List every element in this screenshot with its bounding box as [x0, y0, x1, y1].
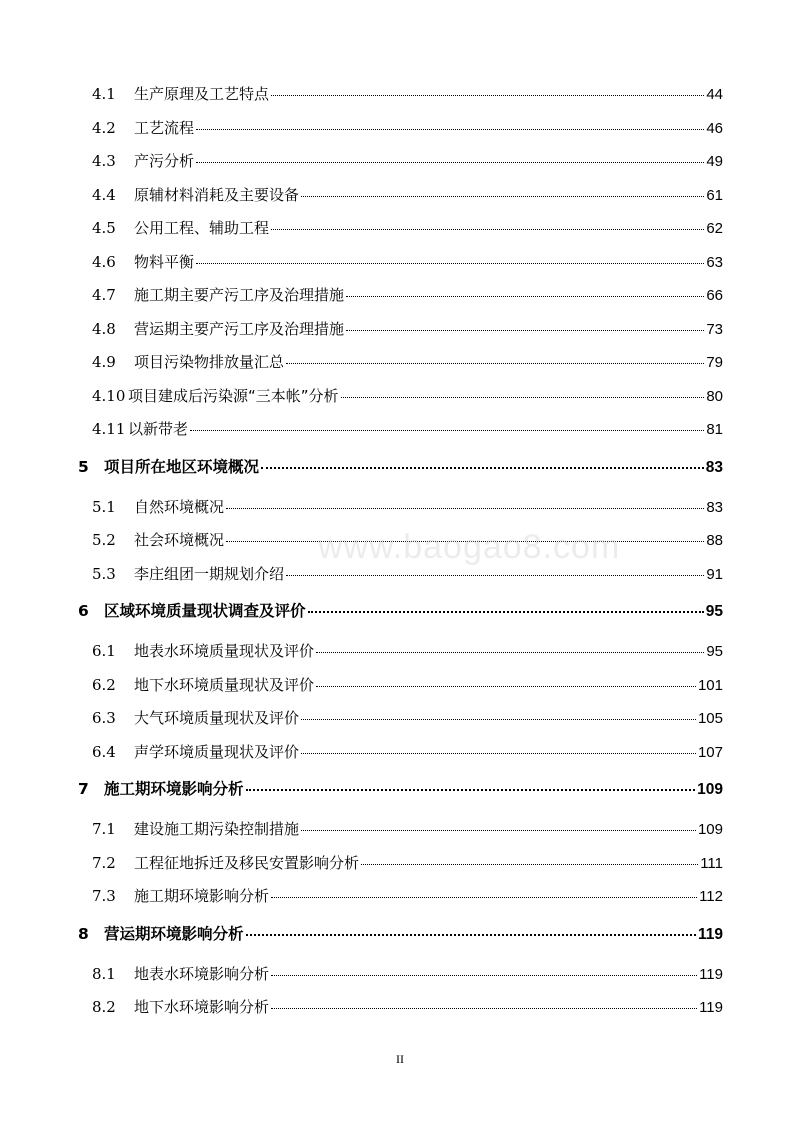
toc-section-entry[interactable]: [78, 742, 723, 776]
toc-entry-title: 地表水环境质量现状及评价: [134, 642, 315, 660]
toc-entry-page: 88: [706, 532, 723, 549]
toc-entry-number: 4.9: [92, 353, 116, 371]
toc-entry-title: 地下水环境质量现状及评价: [134, 675, 315, 694]
toc-entry-page: 83: [705, 458, 723, 476]
toc-dot-leader: [196, 129, 704, 130]
toc-section-entry[interactable]: [78, 252, 723, 286]
toc-section-entry[interactable]: [78, 819, 723, 853]
toc-dot-leader: [341, 397, 705, 398]
toc-entry-number: 7.2: [92, 853, 116, 872]
toc-section-entry[interactable]: [78, 497, 723, 531]
toc-section-entry[interactable]: [78, 386, 723, 420]
toc-entry-title: 地表水环境影响分析: [134, 964, 270, 983]
toc-dot-leader: [286, 575, 704, 576]
toc-entry-number: 6: [78, 602, 89, 620]
toc-entry-page: 109: [697, 781, 723, 798]
toc-entry-number: 8: [78, 924, 89, 943]
toc-dot-leader: [286, 363, 704, 364]
toc-dot-leader: [301, 753, 696, 754]
toc-entry-number: 4.11: [92, 420, 126, 438]
toc-entry-title: 以新带老: [128, 420, 189, 438]
toc-section-entry[interactable]: [78, 675, 723, 709]
toc-section-entry[interactable]: [78, 419, 723, 453]
toc-chapter-entry[interactable]: [78, 601, 723, 641]
toc-entry-page: 111: [700, 854, 723, 872]
toc-entry-title: 地下水环境影响分析: [134, 998, 270, 1016]
toc-entry-number: 4.4: [92, 185, 116, 204]
toc-dot-leader: [316, 652, 704, 653]
toc-section-entry[interactable]: [78, 641, 723, 675]
toc-entry-page: 95: [705, 603, 723, 620]
toc-entry-page: 91: [706, 565, 723, 583]
toc-entry-page: 63: [706, 253, 723, 271]
toc-dot-leader: [271, 975, 697, 976]
toc-entry-number: 4.7: [92, 286, 116, 304]
toc-section-entry[interactable]: [78, 151, 723, 185]
toc-entry-number: 4.2: [92, 118, 116, 137]
toc-entry-title: 建设施工期污染控制措施: [134, 820, 300, 838]
toc-entry-number: 5.3: [92, 564, 116, 583]
toc-section-entry[interactable]: [78, 118, 723, 152]
toc-entry-number: 5.2: [92, 531, 116, 549]
toc-dot-leader: [346, 330, 704, 331]
toc-entry-title: 区域环境质量现状调查及评价: [104, 602, 306, 620]
toc-entry-number: 7: [78, 780, 89, 798]
toc-entry-page: 112: [699, 888, 723, 905]
toc-dot-leader: [301, 719, 696, 720]
toc-entry-title: 公用工程、辅助工程: [134, 219, 270, 237]
toc-entry-number: 6.4: [92, 742, 116, 761]
toc-entry-title: 声学环境质量现状及评价: [134, 742, 300, 761]
toc-entry-page: 119: [699, 999, 723, 1016]
toc-dot-leader: [196, 263, 704, 264]
toc-entry-number: 4.10: [92, 386, 126, 405]
toc-entry-title: 生产原理及工艺特点: [134, 85, 270, 103]
toc-entry-page: 95: [706, 643, 723, 660]
toc-dot-leader: [246, 789, 696, 791]
toc-section-entry[interactable]: [78, 997, 723, 1031]
toc-entry-title: 物料平衡: [134, 252, 195, 271]
toc-entry-number: 4.5: [92, 219, 116, 237]
toc-entry-number: 5: [78, 457, 89, 476]
toc-dot-leader: [196, 162, 704, 163]
toc-dot-leader: [361, 864, 698, 865]
toc-entry-page: 109: [697, 821, 723, 838]
toc-dot-leader: [246, 934, 696, 936]
toc-entry-number: 6.2: [92, 675, 116, 694]
toc-entry-title: 项目建成后污染源“三本帐”分析: [128, 386, 339, 405]
toc-entry-title: 工程征地拆迁及移民安置影响分析: [134, 853, 360, 872]
toc-entry-number: 4.1: [92, 85, 116, 103]
toc-entry-title: 自然环境概况: [134, 497, 225, 516]
toc-entry-title: 社会环境概况: [134, 531, 225, 549]
toc-entry-title: 项目所在地区环境概况: [104, 457, 260, 476]
toc-entry-title: 产污分析: [134, 152, 195, 170]
toc-dot-leader: [308, 611, 704, 613]
toc-entry-page: 119: [699, 965, 723, 983]
toc-entry-page: 101: [697, 676, 723, 694]
toc-entry-number: 4.8: [92, 319, 116, 338]
toc-entry-page: 107: [697, 743, 723, 761]
toc-entry-number: 8.1: [92, 964, 116, 983]
toc-dot-leader: [261, 467, 704, 469]
toc-section-entry[interactable]: [78, 285, 723, 319]
toc-entry-page: 80: [706, 387, 723, 405]
toc-entry-number: 6.1: [92, 642, 116, 660]
toc-dot-leader: [190, 430, 704, 431]
toc-entry-title: 施工期环境影响分析: [134, 887, 270, 905]
toc-dot-leader: [271, 1008, 697, 1009]
toc-section-entry[interactable]: [78, 886, 723, 920]
toc-entry-page: 44: [706, 86, 723, 103]
toc-entry-title: 营运期环境影响分析: [104, 924, 244, 943]
toc-entry-page: 83: [706, 498, 723, 516]
toc-entry-page: 66: [706, 287, 723, 304]
toc-section-entry[interactable]: [78, 964, 723, 998]
toc-entry-page: 119: [697, 925, 723, 943]
toc-dot-leader: [271, 897, 697, 898]
toc-entry-number: 6.3: [92, 709, 116, 727]
toc-section-entry[interactable]: [78, 185, 723, 219]
toc-dot-leader: [271, 229, 704, 230]
toc-section-entry[interactable]: [78, 853, 723, 887]
toc-entry-number: 5.1: [92, 497, 116, 516]
toc-entry-title: 施工期环境影响分析: [104, 780, 244, 798]
toc-entry-number: 7.3: [92, 887, 116, 905]
toc-section-entry[interactable]: [78, 218, 723, 252]
toc-entry-number: 7.1: [92, 820, 116, 838]
toc-chapter-entry[interactable]: [78, 779, 723, 819]
toc-entry-page: 62: [706, 220, 723, 237]
toc-entry-title: 工艺流程: [134, 118, 195, 137]
toc-entry-title: 大气环境质量现状及评价: [134, 709, 300, 727]
toc-entry-page: 61: [706, 186, 723, 204]
toc-dot-leader: [301, 196, 704, 197]
toc-entry-page: 73: [706, 320, 723, 338]
toc-dot-leader: [226, 508, 704, 509]
page-number: II: [396, 1052, 404, 1066]
toc-entry-page: 46: [706, 119, 723, 137]
toc-entry-title: 营运期主要产污工序及治理措施: [134, 319, 345, 338]
toc-entry-title: 项目污染物排放量汇总: [134, 353, 285, 371]
toc-section-entry[interactable]: [78, 352, 723, 386]
toc-entry-title: 原辅材料消耗及主要设备: [134, 185, 300, 204]
toc-entry-number: 4.6: [92, 252, 116, 271]
toc-section-entry[interactable]: [78, 708, 723, 742]
watermark: www.baogao8.com: [318, 528, 621, 566]
toc-entry-number: 4.3: [92, 152, 116, 170]
toc-section-entry[interactable]: [78, 564, 723, 598]
toc-entry-page: 105: [697, 710, 723, 727]
toc-dot-leader: [271, 95, 704, 96]
toc-chapter-entry[interactable]: [78, 457, 723, 497]
toc-chapter-entry[interactable]: [78, 924, 723, 964]
toc-entry-page: 81: [706, 421, 723, 438]
toc-dot-leader: [316, 686, 696, 687]
toc-entry-number: 8.2: [92, 998, 116, 1016]
toc-entry-page: 79: [706, 354, 723, 371]
toc-section-entry[interactable]: [78, 84, 723, 118]
toc-section-entry[interactable]: [78, 319, 723, 353]
toc-entry-title: 施工期主要产污工序及治理措施: [134, 286, 345, 304]
toc-entry-title: 李庄组团一期规划介绍: [134, 564, 285, 583]
toc-entry-page: 49: [706, 153, 723, 170]
toc-dot-leader: [301, 830, 696, 831]
toc-dot-leader: [346, 296, 704, 297]
